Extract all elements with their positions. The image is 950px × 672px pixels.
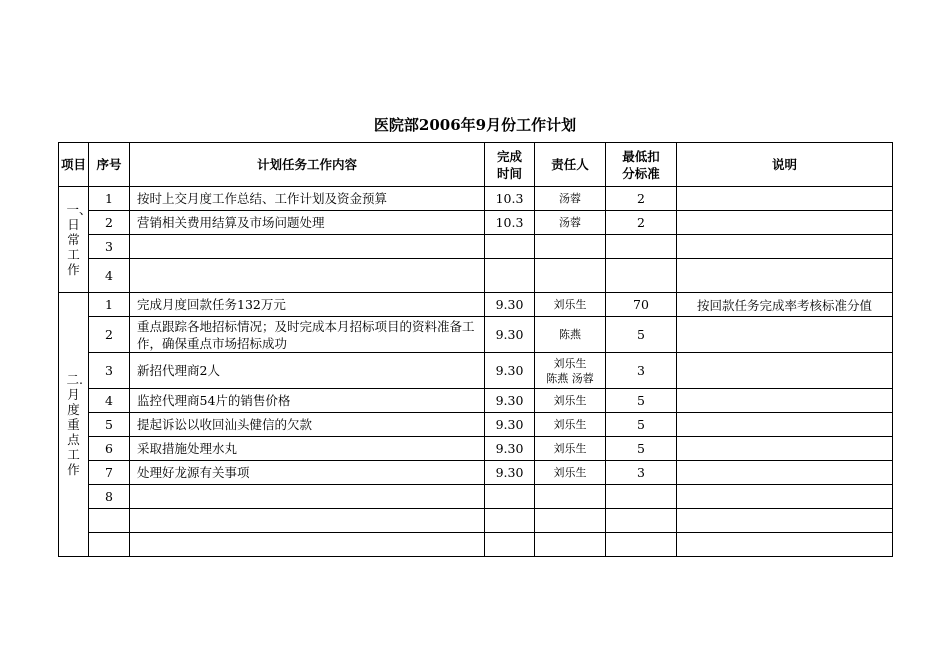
table-row [59,485,893,509]
note-cell [677,187,893,211]
header-note: 说明 [677,143,893,187]
seq-cell: 6 [89,437,130,461]
score-cell: 5 [606,317,677,353]
section-label-daily: 一、日常工作 [59,187,89,293]
score-cell: 3 [606,461,677,485]
score-cell [606,533,677,557]
task-cell [130,485,485,509]
seq-cell: 1 [89,293,130,317]
deadline-cell: 9.30 [485,317,535,353]
task-cell: 按时上交月度工作总结、工作计划及资金预算 [130,187,485,211]
seq-cell: 3 [89,235,130,259]
score-cell: 2 [606,187,677,211]
score-cell [606,259,677,293]
deadline-cell [485,235,535,259]
task-cell [130,259,485,293]
score-cell [606,235,677,259]
seq-cell: 4 [89,259,130,293]
deadline-cell [485,259,535,293]
owner-cell: 刘乐生 [535,293,606,317]
section-label-monthly: 二.月度重点工作 [59,293,89,557]
table-row [59,413,893,437]
table-row [59,293,893,317]
owner-cell: 刘乐生 [535,461,606,485]
task-cell: 处理好龙源有关事项 [130,461,485,485]
deadline-cell: 9.30 [485,293,535,317]
seq-cell: 5 [89,413,130,437]
note-cell [677,353,893,389]
deadline-cell: 9.30 [485,353,535,389]
deadline-cell: 10.3 [485,211,535,235]
table-row [59,533,893,557]
note-cell [677,389,893,413]
score-cell: 70 [606,293,677,317]
owner-line-1: 刘乐生 [553,356,587,370]
note-cell [677,413,893,437]
score-cell [606,485,677,509]
seq-cell: 3 [89,353,130,389]
note-cell: 按回款任务完成率考核标准分值 [677,293,893,317]
score-cell: 3 [606,353,677,389]
task-cell [130,509,485,533]
deadline-cell: 9.30 [485,461,535,485]
owner-cell [535,259,606,293]
task-cell: 提起诉讼以收回汕头健信的欠款 [130,413,485,437]
note-cell [677,259,893,293]
deadline-cell: 9.30 [485,413,535,437]
task-cell: 完成月度回款任务132万元 [130,293,485,317]
owner-cell: 汤蓉 [535,211,606,235]
note-cell [677,485,893,509]
owner-cell [535,235,606,259]
owner-cell [535,353,606,389]
seq-cell [89,533,130,557]
task-cell [130,533,485,557]
seq-cell [89,509,130,533]
owner-cell: 陈燕 [535,317,606,353]
note-cell [677,509,893,533]
seq-cell: 7 [89,461,130,485]
note-cell [677,317,893,353]
owner-cell [535,485,606,509]
note-cell [677,235,893,259]
table-header-row [59,143,893,187]
task-cell: 营销相关费用结算及市场问题处理 [130,211,485,235]
note-cell [677,461,893,485]
note-cell [677,437,893,461]
score-cell: 2 [606,211,677,235]
seq-cell: 2 [89,211,130,235]
owner-cell: 刘乐生 [535,389,606,413]
task-cell [130,235,485,259]
header-owner: 责任人 [535,143,606,187]
score-cell: 5 [606,389,677,413]
table-row [59,389,893,413]
task-cell: 新招代理商2人 [130,353,485,389]
table-row [59,211,893,235]
task-cell: 监控代理商54片的销售价格 [130,389,485,413]
task-cell: 重点跟踪各地招标情况；及时完成本月招标项目的资料准备工作，确保重点市场招标成功 [130,317,485,353]
owner-cell [535,533,606,557]
note-cell [677,211,893,235]
deadline-cell: 10.3 [485,187,535,211]
score-cell: 5 [606,413,677,437]
owner-line-2: 陈燕 汤蓉 [546,371,594,385]
table-row [59,317,893,353]
work-plan-table [58,142,893,557]
seq-cell: 8 [89,485,130,509]
owner-cell: 刘乐生 [535,437,606,461]
owner-cell [535,509,606,533]
owner-cell: 刘乐生 [535,413,606,437]
table-row [59,235,893,259]
header-seq: 序号 [89,143,130,187]
header-task: 计划任务工作内容 [130,143,485,187]
deadline-cell: 9.30 [485,437,535,461]
header-category: 项目 [59,143,89,187]
table-row [59,259,893,293]
table-row [59,187,893,211]
note-cell [677,533,893,557]
header-deadline: 完成时间 [485,143,535,187]
deadline-cell [485,533,535,557]
deadline-cell [485,485,535,509]
task-cell: 采取措施处理水丸 [130,437,485,461]
seq-cell: 2 [89,317,130,353]
seq-cell: 1 [89,187,130,211]
score-cell: 5 [606,437,677,461]
header-min-deduction: 最低扣分标准 [606,143,677,187]
table-row [59,461,893,485]
deadline-cell [485,509,535,533]
table-row [59,353,893,389]
score-cell [606,509,677,533]
seq-cell: 4 [89,389,130,413]
table-row [59,509,893,533]
table-row [59,437,893,461]
deadline-cell: 9.30 [485,389,535,413]
owner-cell: 汤蓉 [535,187,606,211]
document-title: 医院部2006年9月份工作计划 [373,116,577,134]
